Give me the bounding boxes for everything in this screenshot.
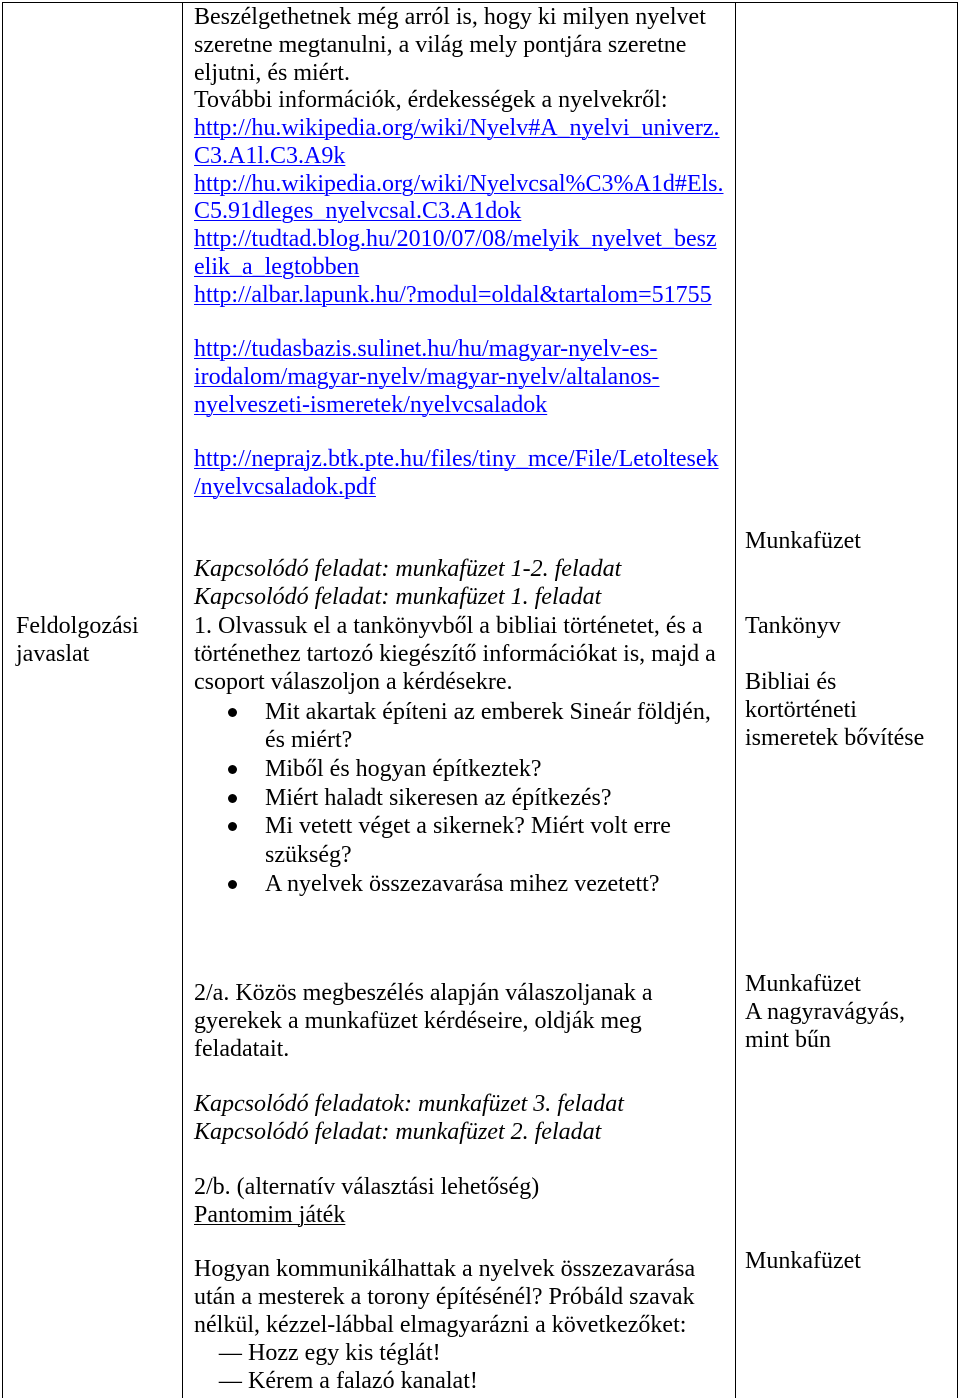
task-2a <box>194 980 652 1063</box>
discussion-text: szeretne megtanulni, a világ mely pontjára szeretne <box>194 31 687 58</box>
resource-text: Bibliai és <box>745 669 837 695</box>
question-item <box>265 812 711 869</box>
resource-text: kortörténeti <box>745 696 857 723</box>
question-item <box>265 870 711 899</box>
bullet-icon <box>228 708 237 717</box>
discussion-text: eljutni, és miért. <box>194 59 350 86</box>
dash-marker: – <box>219 1367 242 1394</box>
link-tudtad-blog[interactable] <box>194 226 724 282</box>
question-text: szükség? <box>265 842 352 869</box>
table-left-border <box>2 2 3 1398</box>
resource-workbook-1 <box>745 528 861 556</box>
link-line[interactable]: http://hu.wikipedia.org/wiki/Nyelv#A_nyelvi_univerz. <box>194 115 720 141</box>
discussion-block <box>194 4 724 309</box>
related-task-2 <box>194 1091 624 1147</box>
related-task-line: Kapcsolódó feladat: munkafüzet 1. feladat <box>194 583 602 610</box>
task-1-line: csoport válaszoljon a kérdésekre. <box>194 668 513 695</box>
question-text: és miért? <box>265 727 353 754</box>
phrase-text: Kérem a falazó kanalat! <box>248 1367 478 1394</box>
row-label <box>16 613 139 669</box>
question-item <box>265 755 711 784</box>
task-2b-line: után a mesterek a torony építésénél? Próbáld szavak <box>194 1283 695 1310</box>
related-task-line: Kapcsolódó feladat: munkafüzet 1-2. feladat <box>194 556 622 582</box>
table-right-border <box>957 2 958 1398</box>
question-text: A nyelvek összezavarása mihez vezetett? <box>265 870 660 897</box>
resource-text: Munkafüzet <box>745 528 861 554</box>
task-1 <box>194 613 716 696</box>
phrase-list <box>219 1340 478 1396</box>
task-2b <box>194 1174 539 1230</box>
task-2a-line: 2/a. Közös megbeszélés alapján válaszoljanak a <box>194 980 653 1006</box>
dash-marker: – <box>219 1340 242 1366</box>
link-line[interactable]: http://tudtad.blog.hu/2010/07/08/melyik_nyelvet_besz <box>194 226 717 252</box>
resource-text: ismeretek bővítése <box>745 724 925 751</box>
task-2a-line: feladatait. <box>194 1035 290 1062</box>
link-line[interactable]: http://hu.wikipedia.org/wiki/Nyelvcsal%C3%A1d#Els. <box>194 170 724 197</box>
task-2a-line: gyerekek a munkafüzet kérdéseire, oldják meg <box>194 1007 642 1034</box>
question-item <box>265 698 711 755</box>
resource-text: A nagyravágyás, <box>745 998 905 1025</box>
task-2b-title: 2/b. (alternatív választási lehetőség) <box>194 1174 540 1200</box>
link-tudasbazis-sulinet[interactable] <box>194 336 660 419</box>
link-line[interactable]: C3.A1l.C3.A9k <box>194 142 346 169</box>
bullet-icon <box>228 822 237 831</box>
related-task-line: Kapcsolódó feladatok: munkafüzet 3. feladat <box>194 1091 624 1117</box>
task-1-line: történethez tartozó kiegészítő információkat is, majd a <box>194 640 716 667</box>
link-line[interactable]: nyelveszeti-ismeretek/nyelvcsaladok <box>194 391 548 418</box>
row-label-line: Feldolgozási <box>16 613 139 639</box>
link-neprajz-pdf[interactable] <box>194 446 719 502</box>
task-2b-line: nélkül, kézzel-lábbal elmagyarázni a következőket: <box>194 1311 687 1338</box>
task-2b-text <box>194 1256 695 1339</box>
resource-textbook <box>745 613 841 641</box>
phrase-text: Hozz egy kis téglát! <box>248 1340 441 1366</box>
task-1-line: 1. Olvassuk el a tankönyvből a bibliai történetet, és a <box>194 613 703 639</box>
resource-text: Tankönyv <box>745 613 841 639</box>
resource-workbook-2 <box>745 971 905 1054</box>
question-text: Miből és hogyan építkeztek? <box>265 756 542 783</box>
phrase-item <box>219 1340 478 1368</box>
question-list <box>265 698 711 899</box>
column-divider-resources <box>735 2 736 1398</box>
resource-workbook-3 <box>745 1248 861 1276</box>
task-2b-line: Hogyan kommunikálhattak a nyelvek összezavarása <box>194 1256 696 1282</box>
link-block-neprajz <box>194 446 719 502</box>
column-divider-label <box>182 2 183 1398</box>
link-line[interactable]: /nyelvcsaladok.pdf <box>194 473 376 500</box>
bullet-icon <box>228 765 237 774</box>
link-line[interactable]: irodalom/magyar-nyelv/magyar-nyelv/altalanos- <box>194 363 660 390</box>
row-label-line: javaslat <box>16 640 90 667</box>
question-text: Mi vetett véget a sikernek? Miért volt erre <box>265 813 671 840</box>
resource-textbook-note <box>745 669 924 752</box>
link-block-sulinet <box>194 336 660 419</box>
link-line[interactable]: elik_a_legtobben <box>194 253 360 280</box>
related-task-line: Kapcsolódó feladat: munkafüzet 2. feladat <box>194 1118 602 1145</box>
link-line[interactable]: http://albar.lapunk.hu/?modul=oldal&tartalom=51755 <box>194 281 712 308</box>
question-text: Mit akartak építeni az emberek Sineár földjén, <box>265 698 711 725</box>
discussion-text: Beszélgethetnek még arról is, hogy ki milyen nyelvet <box>194 4 706 30</box>
bullet-icon <box>228 880 237 889</box>
bullet-icon <box>228 794 237 803</box>
resource-text: Munkafüzet <box>745 971 861 997</box>
resource-text: Munkafüzet <box>745 1248 861 1274</box>
table-top-border <box>2 2 958 3</box>
link-albar-lapunk[interactable] <box>194 282 724 310</box>
phrase-item <box>219 1368 478 1396</box>
question-text: Miért haladt sikeresen az építkezés? <box>265 784 612 811</box>
link-line[interactable]: http://neprajz.btk.pte.hu/files/tiny_mce/File/Letoltesek <box>194 446 719 472</box>
resource-text: mint bűn <box>745 1026 832 1053</box>
link-wikipedia-nyelvcsalad[interactable] <box>194 171 724 227</box>
link-line[interactable]: http://tudasbazis.sulinet.hu/hu/magyar-nyelv-es- <box>194 336 658 362</box>
more-info-label: További információk, érdekességek a nyelvekről: <box>194 87 668 114</box>
related-task-1 <box>194 556 621 612</box>
link-wikipedia-nyelv[interactable] <box>194 115 724 171</box>
task-2b-subtitle: Pantomim játék <box>194 1201 346 1228</box>
link-line[interactable]: C5.91dleges_nyelvcsal.C3.A1dok <box>194 198 522 225</box>
question-item <box>265 784 711 813</box>
